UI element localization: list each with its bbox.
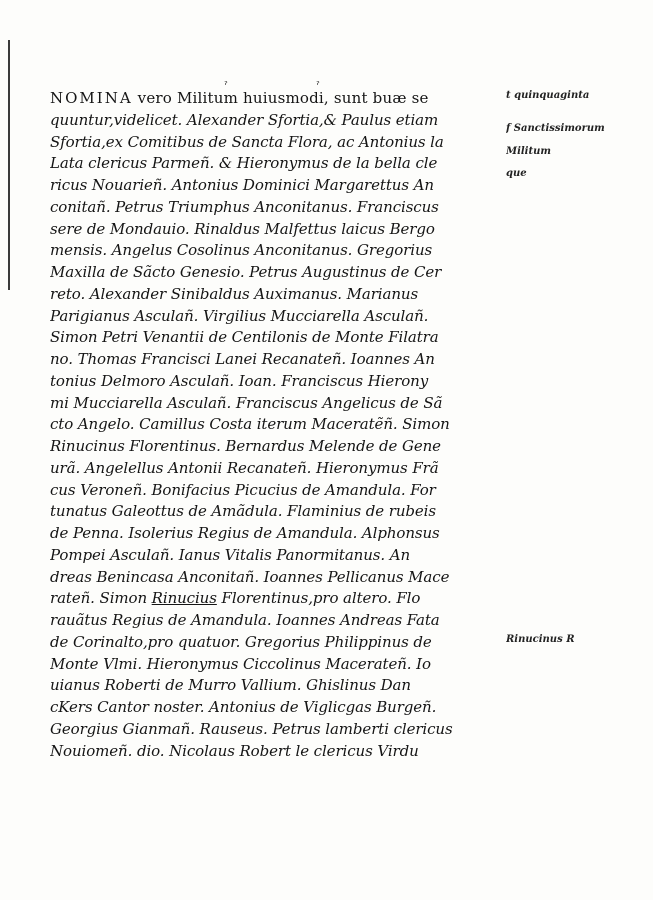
text-segment: no. Thomas Francisci Lanei Recanateñ. Ioannes An <box>50 350 435 368</box>
text-line <box>50 88 500 110</box>
margin-note: que <box>506 168 527 179</box>
text-segment: Rinucinus Florentinus. Bernardus Melende de Gene <box>50 437 441 455</box>
margin-note: f Sanctissimorum <box>506 123 605 134</box>
text-segment: Simon Petri Venantii de Centilonis de Monte Filatra <box>50 328 439 347</box>
margin-note: Rinucinus R <box>506 634 575 645</box>
text-segment: Nouiomeñ. dio. Nicolaus Robert le clericus Virdu <box>50 741 419 760</box>
text-line <box>50 110 500 132</box>
text-line <box>50 545 500 567</box>
text-segment: reto. Alexander Sinibaldus Auximanus. Marianus <box>50 284 419 303</box>
binding-edge <box>8 40 10 290</box>
text-line <box>50 501 500 523</box>
text-line <box>50 306 500 328</box>
text-segment: conitañ. Petrus Triumphus Anconitanus. Franciscus <box>50 197 439 216</box>
text-segment: quuntur,videlicet. Alexander Sfortia,& Paulus etiam <box>50 110 439 129</box>
text-segment: Lata clericus Parmeñ. & Hieronymus de la bella cle <box>50 154 438 173</box>
text-segment: Florentinus,pro altero. Flo <box>216 589 421 608</box>
text-line <box>50 197 500 219</box>
text-segment: sere de Mondauio. Rinaldus Malfettus laicus Bergo <box>50 219 435 238</box>
text-line <box>50 284 500 306</box>
text-segment: tonius Delmoro Asculañ. Ioan. Franciscus Hierony <box>50 371 429 390</box>
text-line <box>50 393 500 415</box>
text-segment: cKers Cantor noster. Antonius de Viglicgas Burgeñ. <box>50 698 437 716</box>
margin-note: t quinquaginta <box>506 90 590 101</box>
text-line <box>50 132 500 154</box>
text-line <box>50 697 500 719</box>
text-segment: Maxilla de Sãcto Genesio. Petrus Augustinus de Cer <box>50 263 442 281</box>
text-line <box>50 371 500 393</box>
text-segment: vero Militum huiusmodi, sunt buæ se <box>132 89 429 107</box>
text-segment: dreas Benincasa Anconitañ. Ioannes Pellicanus Mace <box>50 567 450 586</box>
text-line <box>50 632 500 654</box>
underlined-name: Rinucius <box>151 589 217 608</box>
text-segment: urã. Angelellus Antonii Recanateñ. Hieronymus Frã <box>50 458 439 477</box>
text-segment: cus Veroneñ. Bonifacius Picucius de Amandula. For <box>50 480 436 499</box>
text-line <box>50 675 500 697</box>
body-text <box>50 88 500 762</box>
text-line <box>50 349 500 371</box>
text-line <box>50 327 500 349</box>
insertion-caret: ˀ <box>316 80 320 91</box>
text-segment: mi Mucciarella Asculañ. Franciscus Angelicus de Sã <box>50 393 443 412</box>
text-segment: ricus Nouarieñ. Antonius Dominici Margarettus An <box>50 176 434 194</box>
text-line <box>50 523 500 545</box>
text-line <box>50 262 500 284</box>
text-line <box>50 414 500 436</box>
text-line <box>50 567 500 589</box>
insertion-caret: ˀ <box>224 80 228 91</box>
text-segment: de Penna. Isolerius Regius de Amandula. Alphonsus <box>50 524 440 542</box>
text-segment: uianus Roberti de Murro Vallium. Ghislinus Dan <box>50 676 411 695</box>
text-segment: Sfortia,ex Comitibus de Sancta Flora, ac Antonius la <box>50 132 444 151</box>
initial-caps: NOMINA <box>50 89 133 107</box>
text-line <box>50 480 500 502</box>
text-segment: Georgius Gianmañ. Rauseus. Petrus lamberti clericus <box>50 719 453 738</box>
text-line <box>50 458 500 480</box>
text-line <box>50 175 500 197</box>
text-line <box>50 719 500 741</box>
text-line <box>50 153 500 175</box>
text-segment: Monte Vlmi. Hieronymus Ciccolinus Macerateñ. Io <box>50 654 431 673</box>
text-segment: cto Angelo. Camillus Costa iterum Maceratẽñ. Simon <box>50 415 450 434</box>
text-line <box>50 741 500 763</box>
text-segment: rateñ. Simon <box>50 589 152 608</box>
margin-note: Militum <box>506 146 551 157</box>
text-line <box>50 219 500 241</box>
text-line <box>50 436 500 458</box>
text-line <box>50 240 500 262</box>
text-segment: Parigianus Asculañ. Virgilius Mucciarella Asculañ. <box>50 306 429 325</box>
text-line <box>50 610 500 632</box>
text-segment: mensis. Angelus Cosolinus Anconitanus. Gregorius <box>50 241 433 260</box>
text-line <box>50 654 500 676</box>
text-line <box>50 588 500 610</box>
text-segment: tunatus Galeottus de Amãdula. Flaminius de rubeis <box>50 502 436 521</box>
text-segment: de Corinalto,pro quatuor. Gregorius Philippinus de <box>50 632 432 651</box>
text-segment: Pompei Asculañ. Ianus Vitalis Panormitanus. An <box>50 545 411 564</box>
text-segment: rauãtus Regius de Amandula. Ioannes Andreas Fata <box>50 611 440 629</box>
